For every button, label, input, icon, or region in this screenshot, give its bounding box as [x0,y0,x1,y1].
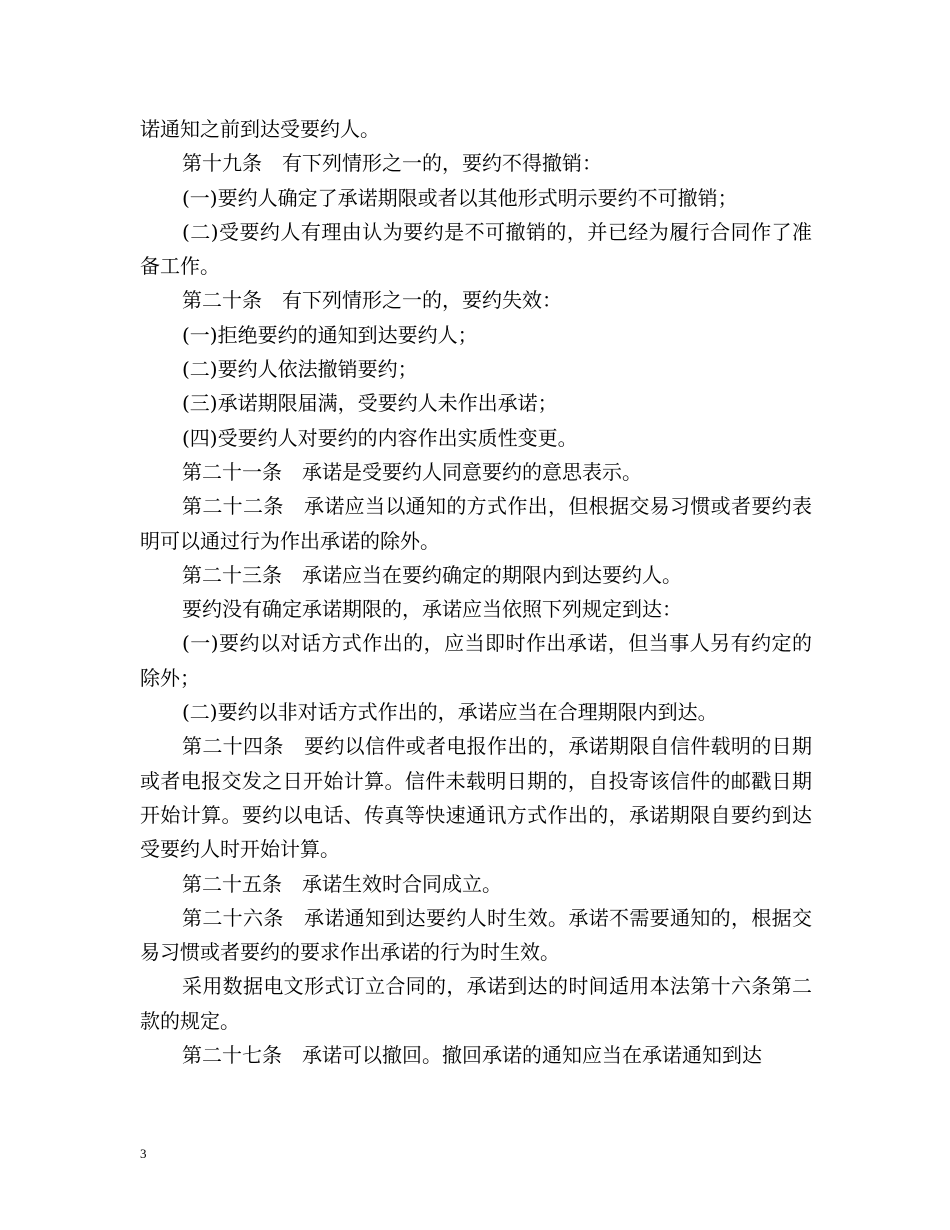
paragraph: 第二十一条 承诺是受要约人同意要约的意思表示。 [182,459,642,484]
paragraph: 第十九条 有下列情形之一的，要约不得撤销： [182,151,602,176]
document-body [140,112,812,1072]
paragraph: 诺通知之前到达受要约人。 [140,117,380,141]
paragraph: (一)拒绝要约的通知到达要约人； [182,322,478,347]
paragraph: 要约没有确定承诺期限的，承诺应当依照下列规定到达： [182,597,682,622]
paragraph: (二)要约人依法撤销要约； [182,357,418,382]
paragraph: 第二十四条 要约以信件或者电报作出的，承诺期限自信件载明的日期或者电报交发之日开始计算。信件未载明日期的，自投寄该信件的邮戳日期开始计算。要约以电话、传真等快速通讯方式作出的，承诺期限自要约到达受要约人时开始计算。 [140,734,812,862]
paragraph: (二)要约以非对话方式作出的，承诺应当在合理期限内到达。 [182,700,718,725]
paragraph: 第二十二条 承诺应当以通知的方式作出，但根据交易习惯或者要约表明可以通过行为作出承诺的除外。 [140,494,812,553]
paragraph: 第二十三条 承诺应当在要约确定的期限内到达要约人。 [182,562,682,587]
paragraph: (一)要约人确定了承诺期限或者以其他形式明示要约不可撤销； [182,185,738,210]
paragraph: 第二十五条 承诺生效时合同成立。 [182,871,502,896]
paragraph: 第二十六条 承诺通知到达要约人时生效。承诺不需要通知的，根据交易习惯或者要约的要求作出承诺的行为时生效。 [140,905,812,965]
paragraph: 第二十七条 承诺可以撤回。撤回承诺的通知应当在承诺通知到达 [182,1043,762,1068]
paragraph: (三)承诺期限届满，受要约人未作出承诺； [182,391,558,416]
paragraph: (二)受要约人有理由认为要约是不可撤销的，并已经为履行合同作了准备工作。 [140,219,812,279]
paragraph: (一)要约以对话方式作出的，应当即时作出承诺，但当事人另有约定的除外； [140,631,812,690]
paragraph: (四)受要约人对要约的内容作出实质性变更。 [182,425,578,450]
paragraph: 第二十条 有下列情形之一的，要约失效： [182,288,562,313]
paragraph: 采用数据电文形式订立合同的，承诺到达的时间适用本法第十六条第二款的规定。 [140,974,812,1033]
page-number: 3 [140,1146,147,1161]
